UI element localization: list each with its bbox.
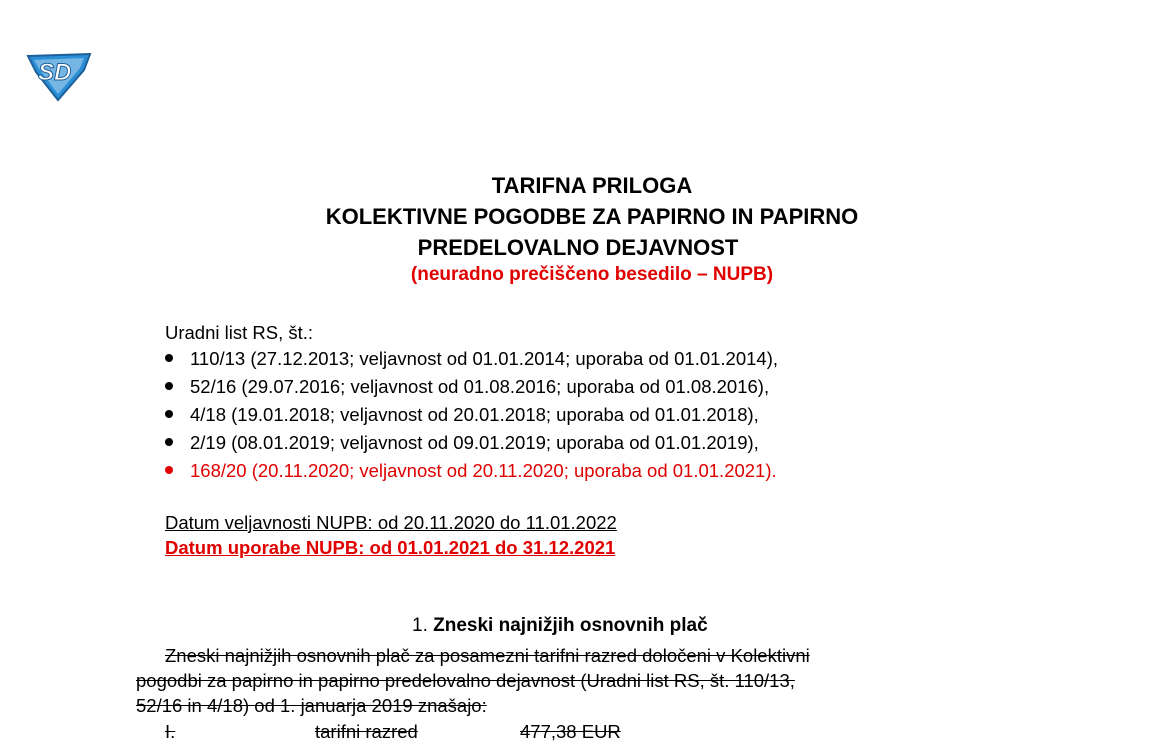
- company-logo: [22, 50, 96, 102]
- gazette-item-current: 168/20 (20.11.2020; veljavnost od 20.11.2020; uporaba od 01.01.2021).: [165, 459, 777, 483]
- tariff-class: I.: [165, 721, 176, 742]
- paragraph-line: 52/16 in 4/18) od 1. januarja 2019 znašajo:: [136, 695, 487, 716]
- doc-title-line2: KOLEKTIVNE POGODBE ZA PAPIRNO IN PAPIRNO: [325, 204, 859, 229]
- paragraph-line: pogodbi za papirno in papirno predelovalno dejavnost (Uradni list RS, št. 110/13,: [136, 670, 795, 691]
- doc-title-line1: TARIFNA PRILOGA: [491, 173, 693, 198]
- gazette-item: 110/13 (27.12.2013; veljavnost od 01.01.2014; uporaba od 01.01.2014),: [165, 347, 778, 371]
- paragraph-line: Zneski najnižjih osnovnih plač za posamezni tarifni razred določeni v Kolektivni: [165, 645, 810, 666]
- section-title: Zneski najnižjih osnovnih plač: [433, 615, 708, 636]
- validity-date: Datum veljavnosti NUPB: od 20.11.2020 do 11.01.2022: [165, 512, 617, 533]
- bullet-icon: [165, 410, 173, 418]
- bullet-icon: [165, 438, 173, 446]
- tariff-amount: 477,38 EUR: [520, 721, 621, 742]
- section-heading: [412, 614, 708, 638]
- doc-title-line3: PREDELOVALNO DEJAVNOST: [417, 235, 739, 260]
- gazette-item: 4/18 (19.01.2018; veljavnost od 20.01.2018; uporaba od 01.01.2018),: [165, 403, 759, 427]
- gazette-item: 52/16 (29.07.2016; veljavnost od 01.08.2016; uporaba od 01.08.2016),: [165, 375, 769, 399]
- usage-date: Datum uporabe NUPB: od 01.01.2021 do 31.12.2021: [165, 537, 616, 558]
- doc-subtitle: (neuradno prečiščeno besedilo – NUPB): [410, 264, 774, 285]
- bullet-icon: [165, 466, 173, 474]
- bullet-icon: [165, 354, 173, 362]
- gazette-intro: Uradni list RS, št.:: [165, 322, 314, 343]
- svg-text:SD: SD: [38, 59, 72, 86]
- tariff-label: tarifni razred: [315, 721, 418, 742]
- bullet-icon: [165, 382, 173, 390]
- gazette-item: 2/19 (08.01.2019; veljavnost od 09.01.2019; uporaba od 01.01.2019),: [165, 431, 759, 455]
- section-number: 1.: [412, 615, 428, 636]
